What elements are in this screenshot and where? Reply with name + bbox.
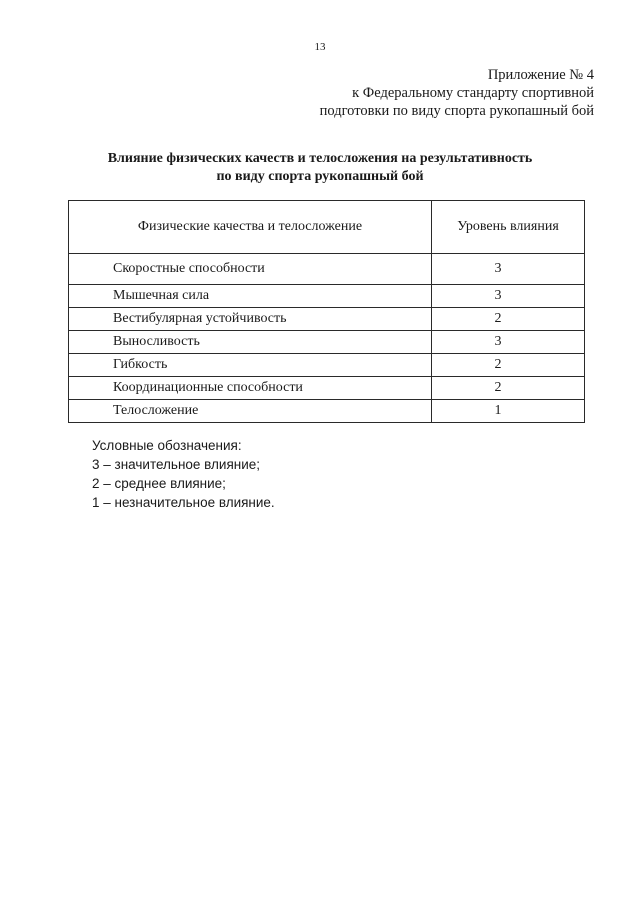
level-cell: 2 bbox=[431, 354, 584, 377]
legend-item: 2 – среднее влияние; bbox=[92, 476, 226, 491]
appendix-number: Приложение № 4 bbox=[487, 67, 594, 83]
influence-table bbox=[68, 200, 585, 423]
header-quality: Физические качества и телосложение bbox=[69, 201, 432, 254]
level-cell: 3 bbox=[431, 331, 584, 354]
table-header-row bbox=[69, 201, 585, 254]
appendix-header bbox=[320, 66, 594, 120]
title-line-2: по виду спорта рукопашный бой bbox=[216, 169, 424, 184]
page-number: 13 bbox=[314, 41, 326, 53]
legend-heading: Условные обозначения: bbox=[92, 438, 242, 453]
level-cell: 1 bbox=[431, 400, 584, 423]
table-row bbox=[69, 285, 585, 308]
quality-cell: Координационные способности bbox=[69, 377, 432, 400]
level-cell: 2 bbox=[431, 308, 584, 331]
quality-cell: Выносливость bbox=[69, 331, 432, 354]
level-cell: 2 bbox=[431, 377, 584, 400]
table-row bbox=[69, 354, 585, 377]
legend-item: 1 – незначительное влияние. bbox=[92, 495, 275, 510]
table-row bbox=[69, 400, 585, 423]
quality-cell: Телосложение bbox=[69, 400, 432, 423]
level-cell: 3 bbox=[431, 285, 584, 308]
table-row bbox=[69, 331, 585, 354]
document-title bbox=[0, 150, 640, 186]
table-row bbox=[69, 377, 585, 400]
quality-cell: Скоростные способности bbox=[69, 254, 432, 285]
table-row bbox=[69, 308, 585, 331]
quality-cell: Гибкость bbox=[69, 354, 432, 377]
table-row bbox=[69, 254, 585, 285]
legend bbox=[92, 436, 275, 512]
title-line-1: Влияние физических качеств и телосложения на результативность bbox=[107, 151, 533, 166]
appendix-standard-line: к Федеральному стандарту спортивной bbox=[352, 85, 594, 101]
appendix-sport-line: подготовки по виду спорта рукопашный бой bbox=[319, 103, 594, 119]
legend-item: 3 – значительное влияние; bbox=[92, 457, 261, 472]
quality-cell: Мышечная сила bbox=[69, 285, 432, 308]
header-level: Уровень влияния bbox=[431, 201, 584, 254]
level-cell: 3 bbox=[431, 254, 584, 285]
quality-cell: Вестибулярная устойчивость bbox=[69, 308, 432, 331]
